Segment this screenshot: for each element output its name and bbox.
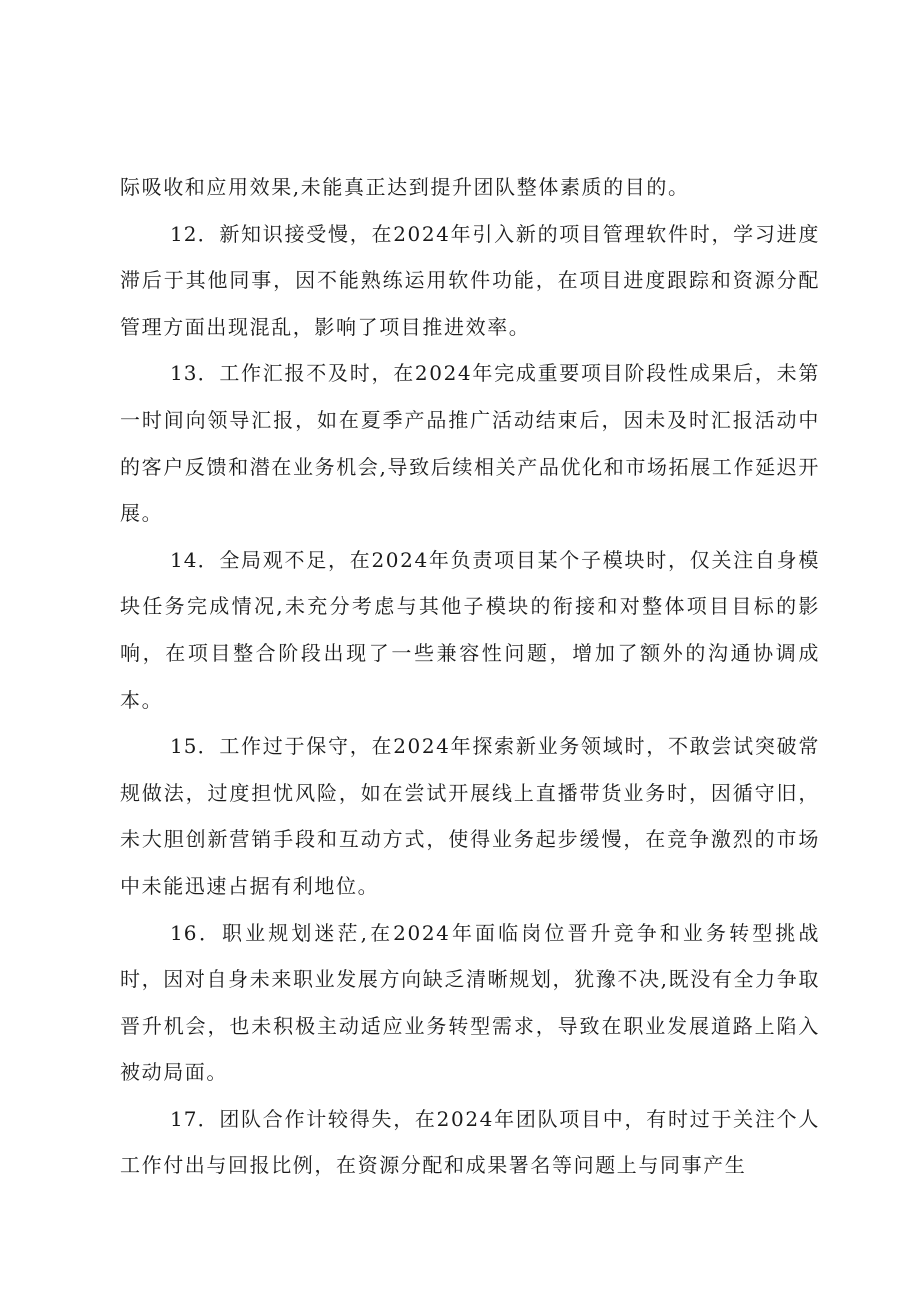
item-number: 14 — [170, 547, 198, 572]
paragraph-item-14 — [120, 537, 820, 723]
item-number: 13 — [170, 361, 198, 386]
paragraph-item-12 — [120, 211, 820, 351]
paragraph-text: ．团队合作计较得失，在2024年团队项目中，有时过于关注个人工作付出与回报比例，在资源分配和成果署名等问题上与同事产生 — [120, 1106, 820, 1178]
item-number: 15 — [170, 734, 198, 759]
item-number: 16 — [170, 920, 198, 945]
paragraph-item-15 — [120, 723, 820, 909]
document-body — [120, 164, 820, 1189]
item-number: 17 — [170, 1106, 198, 1131]
paragraph-text: ．职业规划迷茫,在2024年面临岗位晋升竞争和业务转型挑战时，因对自身未来职业发展方向缺乏清晰规划，犹豫不决,既没有全力争取晋升机会，也未积极主动适应业务转型需求，导致在职业发展道路上陷入被动局面。 — [120, 920, 820, 1085]
paragraph-item-16 — [120, 910, 820, 1096]
item-number: 12 — [170, 221, 198, 246]
paragraph-item-17 — [120, 1096, 820, 1189]
paragraph-text: ．工作过于保守，在2024年探索新业务领域时，不敢尝试突破常规做法，过度担忧风险，如在尝试开展线上直播带货业务时，因循守旧，未大胆创新营销手段和互动方式，使得业务起步缓慢，在竞争激烈的市场中未能迅速占据有利地位。 — [120, 734, 820, 898]
paragraph-text: ．全局观不足，在2024年负责项目某个子模块时，仅关注自身模块任务完成情况,未充分考虑与其他子模块的衔接和对整体项目目标的影响，在项目整合阶段出现了一些兼容性问题，增加了额外的沟通协调成本。 — [120, 547, 820, 712]
paragraph-text: ．新知识接受慢，在2024年引入新的项目管理软件时，学习进度滞后于其他同事，因不能熟练运用软件功能，在项目进度跟踪和资源分配管理方面出现混乱，影响了项目推进效率。 — [120, 221, 820, 339]
paragraph-text: ．工作汇报不及时，在2024年完成重要项目阶段性成果后，未第一时间向领导汇报，如在夏季产品推广活动结束后，因未及时汇报活动中的客户反馈和潜在业务机会,导致后续相关产品优化和市场拓展工作延迟开展。 — [120, 361, 820, 526]
paragraph-continuation — [120, 164, 820, 211]
paragraph-text: 际吸收和应用效果,未能真正达到提升团队整体素质的目的。 — [120, 175, 690, 199]
paragraph-item-13 — [120, 350, 820, 536]
